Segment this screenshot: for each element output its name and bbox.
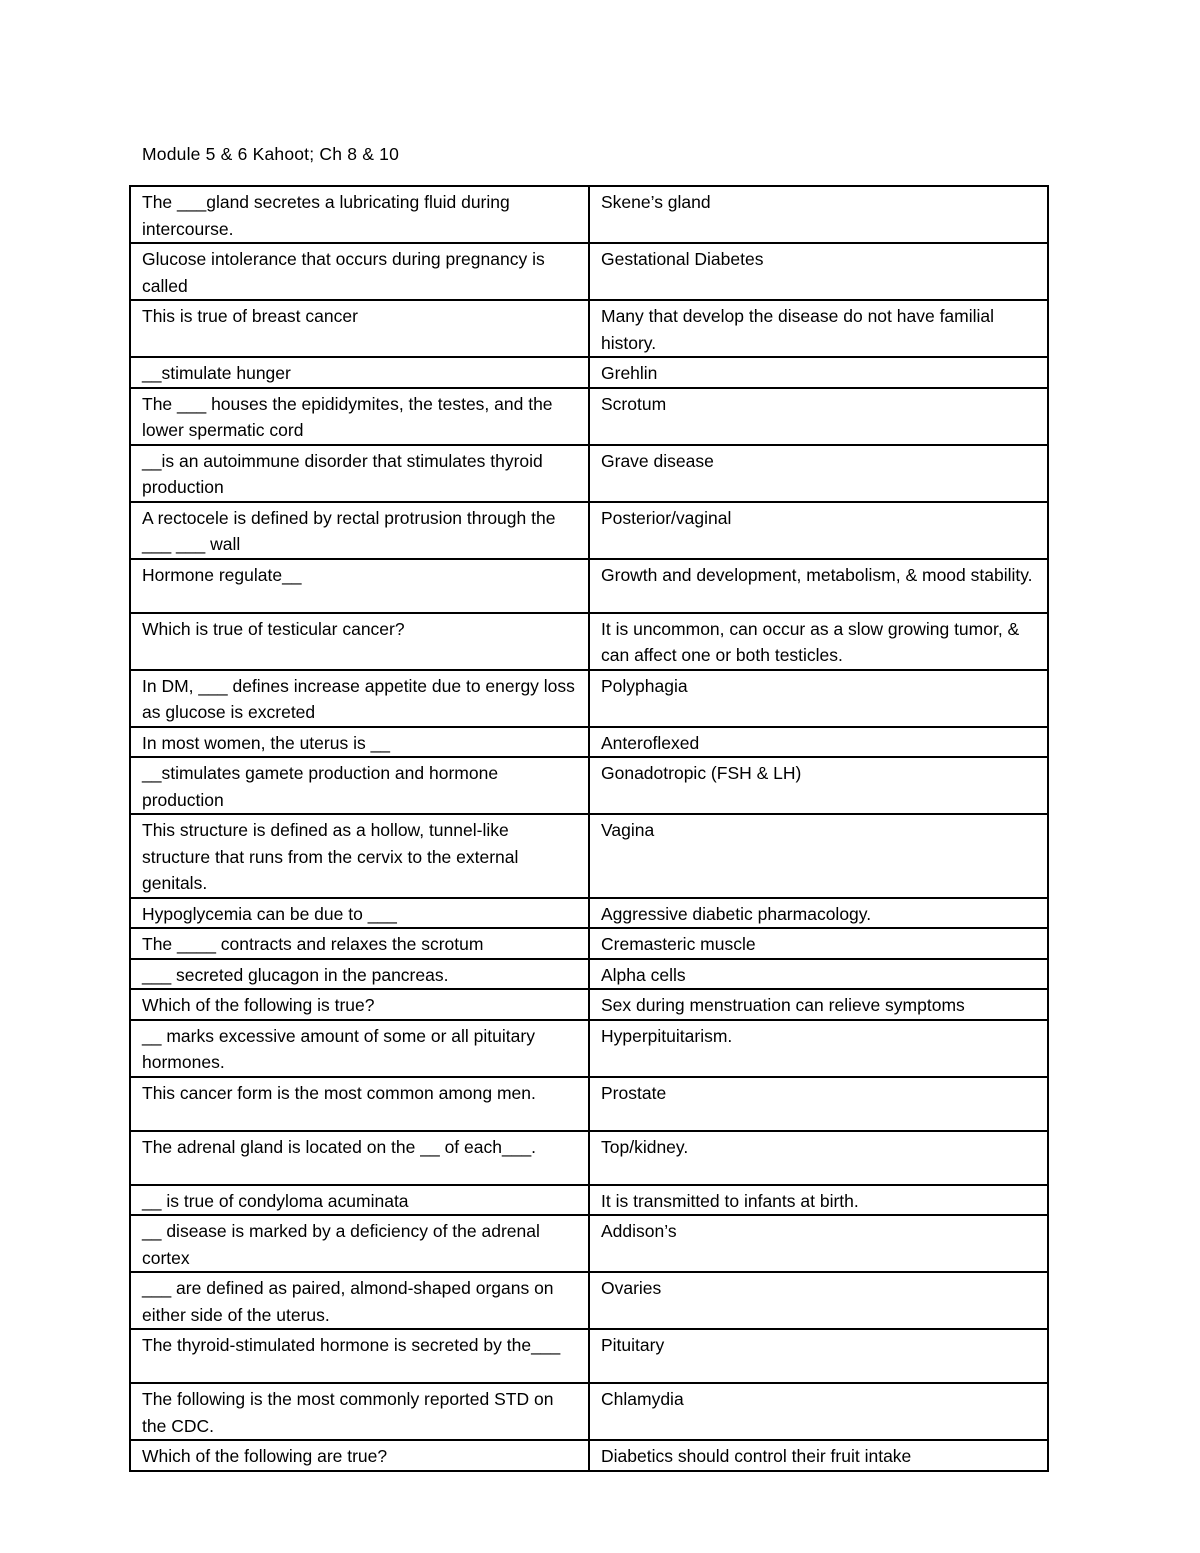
table-row (130, 300, 1048, 357)
question-cell: This cancer form is the most common among men. (130, 1077, 589, 1131)
answer-cell: Hyperpituitarism. (589, 1020, 1048, 1077)
answer-cell: Skene’s gland (589, 186, 1048, 243)
question-cell: This structure is defined as a hollow, tunnel-like structure that runs from the cervix to the external genitals. (130, 814, 589, 898)
table-row (130, 1272, 1048, 1329)
answer-cell: Growth and development, metabolism, & mood stability. (589, 559, 1048, 613)
question-cell: Which of the following is true? (130, 989, 589, 1020)
answer-cell: Anteroflexed (589, 727, 1048, 758)
answer-cell: Prostate (589, 1077, 1048, 1131)
answer-cell: Many that develop the disease do not have familial history. (589, 300, 1048, 357)
table-row (130, 559, 1048, 613)
question-cell: __ is true of condyloma acuminata (130, 1185, 589, 1216)
answer-cell: Gonadotropic (FSH & LH) (589, 757, 1048, 814)
question-cell: ___ are defined as paired, almond-shaped organs on either side of the uterus. (130, 1272, 589, 1329)
question-cell: __ disease is marked by a deficiency of the adrenal cortex (130, 1215, 589, 1272)
question-cell: The ____ contracts and relaxes the scrotum (130, 928, 589, 959)
question-cell: The ___gland secretes a lubricating fluid during intercourse. (130, 186, 589, 243)
answer-cell: Alpha cells (589, 959, 1048, 990)
answer-cell: Ovaries (589, 1272, 1048, 1329)
question-cell: __ marks excessive amount of some or all pituitary hormones. (130, 1020, 589, 1077)
table-row (130, 1329, 1048, 1383)
answer-cell: Gestational Diabetes (589, 243, 1048, 300)
table-row (130, 1383, 1048, 1440)
table-row (130, 757, 1048, 814)
answer-cell: Chlamydia (589, 1383, 1048, 1440)
question-cell: Which of the following are true? (130, 1440, 589, 1471)
question-cell: The thyroid-stimulated hormone is secreted by the___ (130, 1329, 589, 1383)
table-row (130, 357, 1048, 388)
question-cell: Glucose intolerance that occurs during pregnancy is called (130, 243, 589, 300)
table-row (130, 1077, 1048, 1131)
table-row (130, 727, 1048, 758)
table-row (130, 670, 1048, 727)
answer-cell: Diabetics should control their fruit intake (589, 1440, 1048, 1471)
question-cell: A rectocele is defined by rectal protrusion through the ___ ___ wall (130, 502, 589, 559)
table-row (130, 502, 1048, 559)
answer-cell: Sex during menstruation can relieve symptoms (589, 989, 1048, 1020)
question-cell: Hypoglycemia can be due to ___ (130, 898, 589, 929)
table-row (130, 1215, 1048, 1272)
answer-cell: Aggressive diabetic pharmacology. (589, 898, 1048, 929)
answer-cell: It is transmitted to infants at birth. (589, 1185, 1048, 1216)
table-row (130, 388, 1048, 445)
answer-cell: Cremasteric muscle (589, 928, 1048, 959)
question-cell: ___ secreted glucagon in the pancreas. (130, 959, 589, 990)
question-cell: Hormone regulate__ (130, 559, 589, 613)
table-row (130, 898, 1048, 929)
table-row (130, 1131, 1048, 1185)
answer-cell: Grave disease (589, 445, 1048, 502)
table-row (130, 814, 1048, 898)
qa-table-body (130, 186, 1048, 1471)
answer-cell: Pituitary (589, 1329, 1048, 1383)
question-cell: In most women, the uterus is __ (130, 727, 589, 758)
answer-cell: Grehlin (589, 357, 1048, 388)
answer-cell: Scrotum (589, 388, 1048, 445)
question-cell: __stimulates gamete production and hormone production (130, 757, 589, 814)
table-row (130, 989, 1048, 1020)
table-row (130, 1440, 1048, 1471)
table-row (130, 1185, 1048, 1216)
answer-cell: Addison’s (589, 1215, 1048, 1272)
table-row (130, 186, 1048, 243)
answer-cell: It is uncommon, can occur as a slow growing tumor, & can affect one or both testicles. (589, 613, 1048, 670)
question-cell: __is an autoimmune disorder that stimulates thyroid production (130, 445, 589, 502)
table-row (130, 959, 1048, 990)
question-cell: In DM, ___ defines increase appetite due to energy loss as glucose is excreted (130, 670, 589, 727)
question-cell: The adrenal gland is located on the __ of each___. (130, 1131, 589, 1185)
question-cell: This is true of breast cancer (130, 300, 589, 357)
question-cell: The ___ houses the epididymites, the testes, and the lower spermatic cord (130, 388, 589, 445)
table-row (130, 243, 1048, 300)
answer-cell: Polyphagia (589, 670, 1048, 727)
question-cell: The following is the most commonly reported STD on the CDC. (130, 1383, 589, 1440)
qa-table (129, 185, 1049, 1472)
answer-cell: Vagina (589, 814, 1048, 898)
table-row (130, 613, 1048, 670)
table-row (130, 1020, 1048, 1077)
table-row (130, 445, 1048, 502)
table-row (130, 928, 1048, 959)
question-cell: __stimulate hunger (130, 357, 589, 388)
question-cell: Which is true of testicular cancer? (130, 613, 589, 670)
answer-cell: Posterior/vaginal (589, 502, 1048, 559)
answer-cell: Top/kidney. (589, 1131, 1048, 1185)
document-title: Module 5 & 6 Kahoot; Ch 8 & 10 (142, 144, 399, 164)
